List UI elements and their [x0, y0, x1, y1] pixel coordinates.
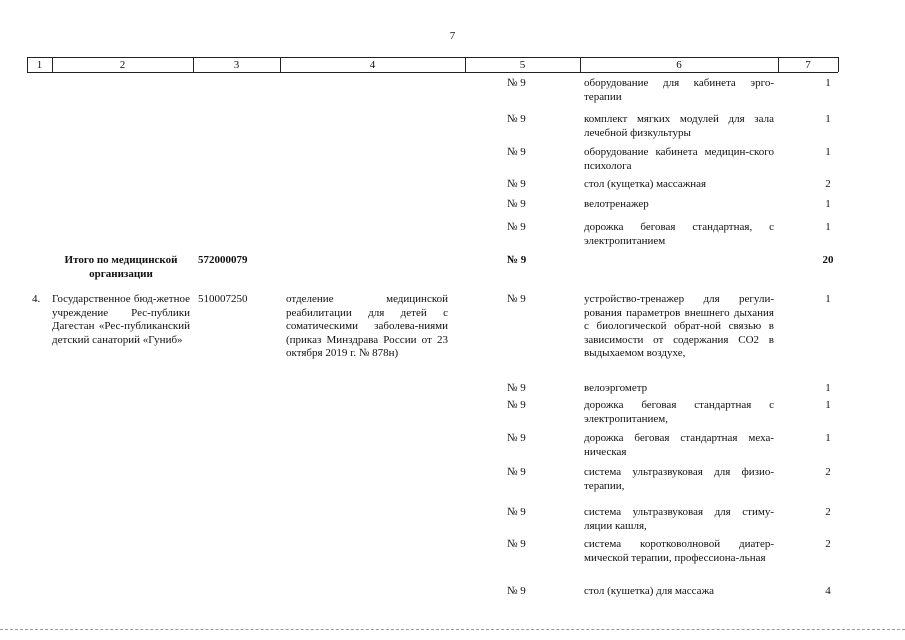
equipment-order-number: № 9	[507, 221, 526, 233]
equipment-quantity: 1	[825, 113, 831, 125]
column-number-2: 2	[119, 59, 126, 71]
equipment-description: комплект мягких модулей для зала лечебной физкультуры	[584, 113, 774, 139]
column-number-4: 4	[369, 59, 376, 71]
equipment-quantity: 2	[825, 178, 831, 190]
equipment-quantity: 1	[825, 198, 831, 210]
equipment-quantity: 1	[825, 221, 831, 233]
equipment-quantity: 2	[825, 466, 831, 478]
equipment-quantity: 2	[825, 506, 831, 518]
equipment-quantity: 1	[825, 293, 831, 305]
equipment-order-number: № 9	[507, 399, 526, 411]
equipment-order-number: № 9	[507, 506, 526, 518]
equipment-quantity: 2	[825, 538, 831, 550]
equipment-order-number: № 9	[507, 146, 526, 158]
equipment-description: система ультразвуковая для физио-терапии,	[584, 466, 774, 492]
column-number-1: 1	[36, 59, 43, 71]
total-order-number: № 9	[507, 254, 527, 266]
equipment-description: велоэргометр	[584, 382, 648, 394]
equipment-description: стол (кущетка) массажная	[584, 178, 707, 190]
equipment-order-number: № 9	[507, 77, 526, 89]
equipment-quantity: 1	[825, 146, 831, 158]
equipment-description: оборудование для кабинета эрго-терапии	[584, 77, 774, 103]
equipment-description: устройство-тренажер для регули-рования параметров внешнего дыхания с биологической обрат-ной связью в зависимости от содержания СО2 в выдыхаемом воздухе,	[584, 293, 774, 359]
equipment-order-number: № 9	[507, 432, 526, 444]
org-department: отделение медицинской реабилитации для детей с соматическими заболева-ниями (приказ Минздрава России от 23 октября 2019 г. № 878н)	[286, 293, 448, 359]
equipment-quantity: 1	[825, 77, 831, 89]
equipment-description: дорожка беговая стандартная с электропитанием,	[584, 399, 774, 425]
equipment-description: дорожка беговая стандартная, с электропитанием	[584, 221, 774, 247]
column-number-3: 3	[233, 59, 240, 71]
equipment-order-number: № 9	[507, 538, 526, 550]
page-number: 7	[449, 30, 456, 42]
org-code: 510007250	[198, 293, 248, 305]
equipment-quantity: 1	[825, 432, 831, 444]
equipment-description: система ультразвуковая для стиму-ляции кашля,	[584, 506, 774, 532]
equipment-order-number: № 9	[507, 382, 526, 394]
org-index: 4.	[32, 293, 41, 305]
equipment-description: велотренажер	[584, 198, 649, 210]
equipment-order-number: № 9	[507, 293, 526, 305]
equipment-quantity: 1	[825, 399, 831, 411]
column-number-6: 6	[676, 59, 682, 71]
equipment-description: стол (кушетка) для массажа	[584, 585, 715, 597]
column-number-7: 7	[805, 59, 811, 71]
equipment-quantity: 1	[825, 382, 831, 394]
total-code: 572000079	[198, 254, 248, 266]
org-name: Государственное бюд-жетное учреждение Рес-публики Дагестан «Рес-публиканский детский санаторий «Гуниб»	[52, 293, 190, 346]
equipment-quantity: 4	[825, 585, 831, 597]
table-header-bottom-border	[27, 72, 838, 73]
equipment-order-number: № 9	[507, 466, 526, 478]
total-label: Итого по медицинской организации	[64, 254, 178, 280]
total-quantity: 20	[822, 254, 834, 266]
equipment-order-number: № 9	[507, 198, 526, 210]
equipment-description: система коротковолновой диатер-мической терапии, профессиона-льная	[584, 538, 774, 564]
scan-artifact-line	[0, 629, 905, 630]
equipment-order-number: № 9	[507, 178, 526, 190]
equipment-order-number: № 9	[507, 585, 526, 597]
column-number-5: 5	[519, 59, 526, 71]
column-divider	[838, 57, 839, 72]
equipment-description: оборудование кабинета медицин-ского психолога	[584, 146, 774, 172]
equipment-order-number: № 9	[507, 113, 526, 125]
table-header-top-border	[27, 57, 838, 58]
equipment-description: дорожка беговая стандартная меха-ническая	[584, 432, 774, 458]
